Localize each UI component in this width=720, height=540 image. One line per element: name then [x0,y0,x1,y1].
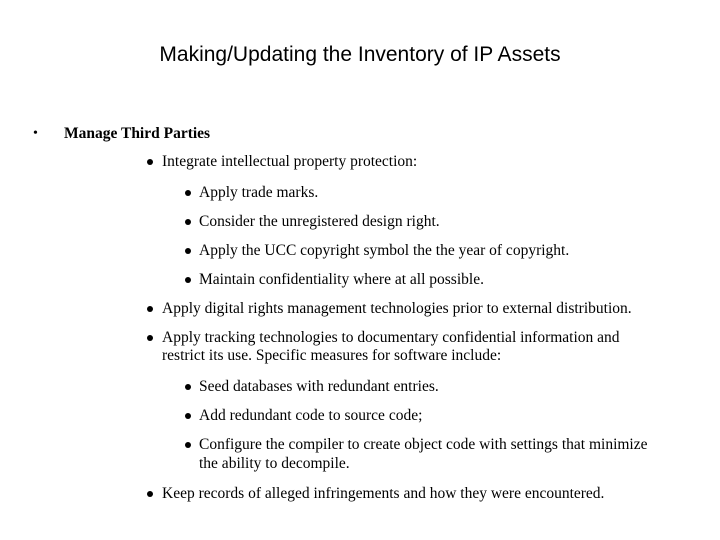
bullet-dot [185,384,191,390]
slide-title: Making/Updating the Inventory of IP Assets [159,43,561,66]
bullet-dot [185,442,191,448]
bullet-dot [185,277,191,283]
subitem-seed-databases: Seed databases with redundant entries. [199,378,439,395]
subitem-ucc-copyright-symbol: Apply the UCC copyright symbol the the year of copyright. [199,242,570,259]
subitem-redundant-code: Add redundant code to source code; [199,407,423,424]
bullet-dot [185,248,191,254]
top-bullet-glyph: • [33,126,38,141]
bullet-dot [147,306,153,312]
subitem-apply-trade-marks: Apply trade marks. [199,184,319,201]
item-tracking-technologies-continued: restrict its use. Specific measures for software include: [162,347,502,364]
item-tracking-technologies: Apply tracking technologies to documentary confidential information and [162,329,620,346]
bullet-dot [185,413,191,419]
item-integrate-ip-protection: Integrate intellectual property protection: [162,153,418,170]
subitem-maintain-confidentiality: Maintain confidentiality where at all possible. [199,271,484,288]
bullet-dot [185,190,191,196]
item-keep-records-infringements: Keep records of alleged infringements and how they were encountered. [162,485,605,502]
bullet-dot [147,335,153,341]
subitem-configure-compiler-continued: the ability to decompile. [199,455,350,472]
subitem-configure-compiler: Configure the compiler to create object code with settings that minimize [199,436,648,453]
bullet-dot [147,491,153,497]
top-item-manage-third-parties: Manage Third Parties [64,125,211,142]
bullet-dot [185,219,191,225]
bullet-dot [147,159,153,165]
subitem-unregistered-design-right: Consider the unregistered design right. [199,213,440,230]
item-digital-rights-management: Apply digital rights management technologies prior to external distribution. [162,300,632,317]
